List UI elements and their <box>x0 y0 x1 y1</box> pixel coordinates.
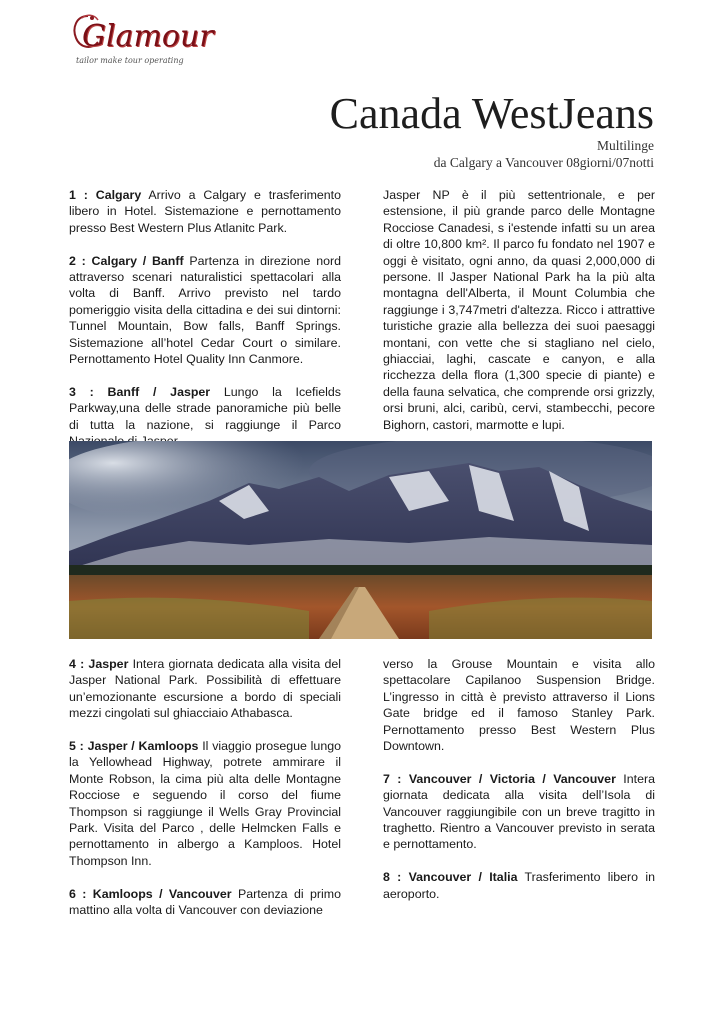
page-subtitle: Multilinge <box>597 138 654 153</box>
day-text: Partenza in direzione nord attraverso scenari naturalistici spettacolari alla volta di Banff. Arrivo previsto nel tardo pomeriggio visita della cittadina e dei sui dintorni: Tunnel Mountain, Bow falls, Banff Springs. Sistemazione all’hotel Cedar Court o similare. Pernottamento Hotel Quality Inn Canmore. <box>69 253 341 367</box>
day-text: Arrivo a Calgary e trasferimento libero in Hotel. Sistemazione e pernottamento presso Best Western Plus Atlanitc Park. <box>69 188 342 235</box>
day-label: 4 : Jasper <box>69 657 129 671</box>
day-entry <box>69 886 341 919</box>
jasper-text: Jasper NP è il più settentrionale, e per estensione, il più grande parco delle Montagne Rocciose Canadesi, s i'estende infatti su un area di oltre 10,800 km². Il parco fu fondato nel 1907 e oggi è visitato, ogni anno, da quasi 2,000,000 di persone. Il Jasper National Park ha la più alta montagna dell'Alberta, il Mount Columbia che raggiunge i 3,747metri d'altezza. Ricco i attrattive turistiche grazie alla bellezza dei suoi paesaggi montani, con vette che si stagliano nel cielo, ghiacciai, laghi, cascate e canyon, e alla ricchezza della flora (1,300 specie di piante) e della fauna selvatica, che comprende orsi grizzly, orsi bruni, alci, caribù, cervi, stambecchi, pecore Bighorn, castori, marmotte e lupi. <box>383 188 655 432</box>
itinerary-column-top-left <box>69 187 341 466</box>
day-label: 1 : Calgary <box>69 188 142 202</box>
mountain-landscape-photo <box>69 441 652 639</box>
route-summary: da Calgary a Vancouver 08giorni/07notti <box>433 155 654 170</box>
day-label: 3 : Banff / Jasper <box>69 384 211 399</box>
day-label: 7 : Vancouver / Victoria / Vancouver <box>383 771 616 786</box>
day-entry <box>383 771 655 853</box>
day-text: Lungo la Icefields Parkway,una delle strade panoramiche più belle di tutta la nazione, si raggiunge il Parco <box>69 384 341 432</box>
day-text: Partenza di primo mattino alla volta di Vancouver con deviazione <box>69 886 341 918</box>
day-label: 5 : Jasper / Kamloops <box>69 739 199 754</box>
day-entry <box>383 869 655 902</box>
day-label: 8 : Vancouver / Italia <box>383 870 518 885</box>
day-text: Intera giornata dedicata alla visita dell’Isola di Vancouver raggiungibile con un breve tragitto in traghetto. Rientro a Vancouver previsto in serata e pernottamento. <box>383 771 655 852</box>
logo-wordmark: Glamour <box>82 19 214 54</box>
page-title: Canada WestJeans <box>329 89 654 138</box>
day-entry <box>69 187 341 236</box>
itinerary-column-bottom-right <box>383 656 655 918</box>
day-entry <box>69 656 341 722</box>
day-text: Trasferimento libero in aeroporto. <box>383 870 655 901</box>
day-entry <box>69 738 341 869</box>
day-text: Intera giornata dedicata alla visita del Jasper National Park. Possibilità di effettuare un’emozionante escursione a bordo di speciali mezzi cingolati sul ghiacciaio Athabasca. <box>69 657 341 721</box>
day-text: Il viaggio prosegue lungo la Yellowhead Highway, potrete ammirare il Monte Robson, la cima più alta delle Montagne Rocciose e seguendo il corso del fiume Thompson si raggiunge il Wells Gray Provincial Park. Visita del Parco , delle Helmcken Falls e pernottamento in albergo a Kamploos. Hotel Thompson Inn. <box>69 739 341 868</box>
logo-tagline: tailor make tour operating <box>76 56 184 65</box>
day-entry <box>69 253 341 368</box>
itinerary-column-bottom-left <box>69 656 341 935</box>
landscape-illustration <box>69 441 652 639</box>
logo <box>68 12 214 68</box>
day-label: 2 : Calgary / Banff <box>69 253 184 268</box>
jasper-description <box>383 187 655 449</box>
day-label: 6 : Kamloops / Vancouver <box>69 886 232 901</box>
day6-continued-text: verso la Grouse Mountain e visita allo spettacolare Capilanoo Suspension Bridge. L’ingresso in città è previsto attraverso il Lions Gate bridge ed il famoso Stanley Park. Pernottamento presso Best Western Plus Downtown. <box>383 657 655 754</box>
day-entry <box>69 384 341 450</box>
